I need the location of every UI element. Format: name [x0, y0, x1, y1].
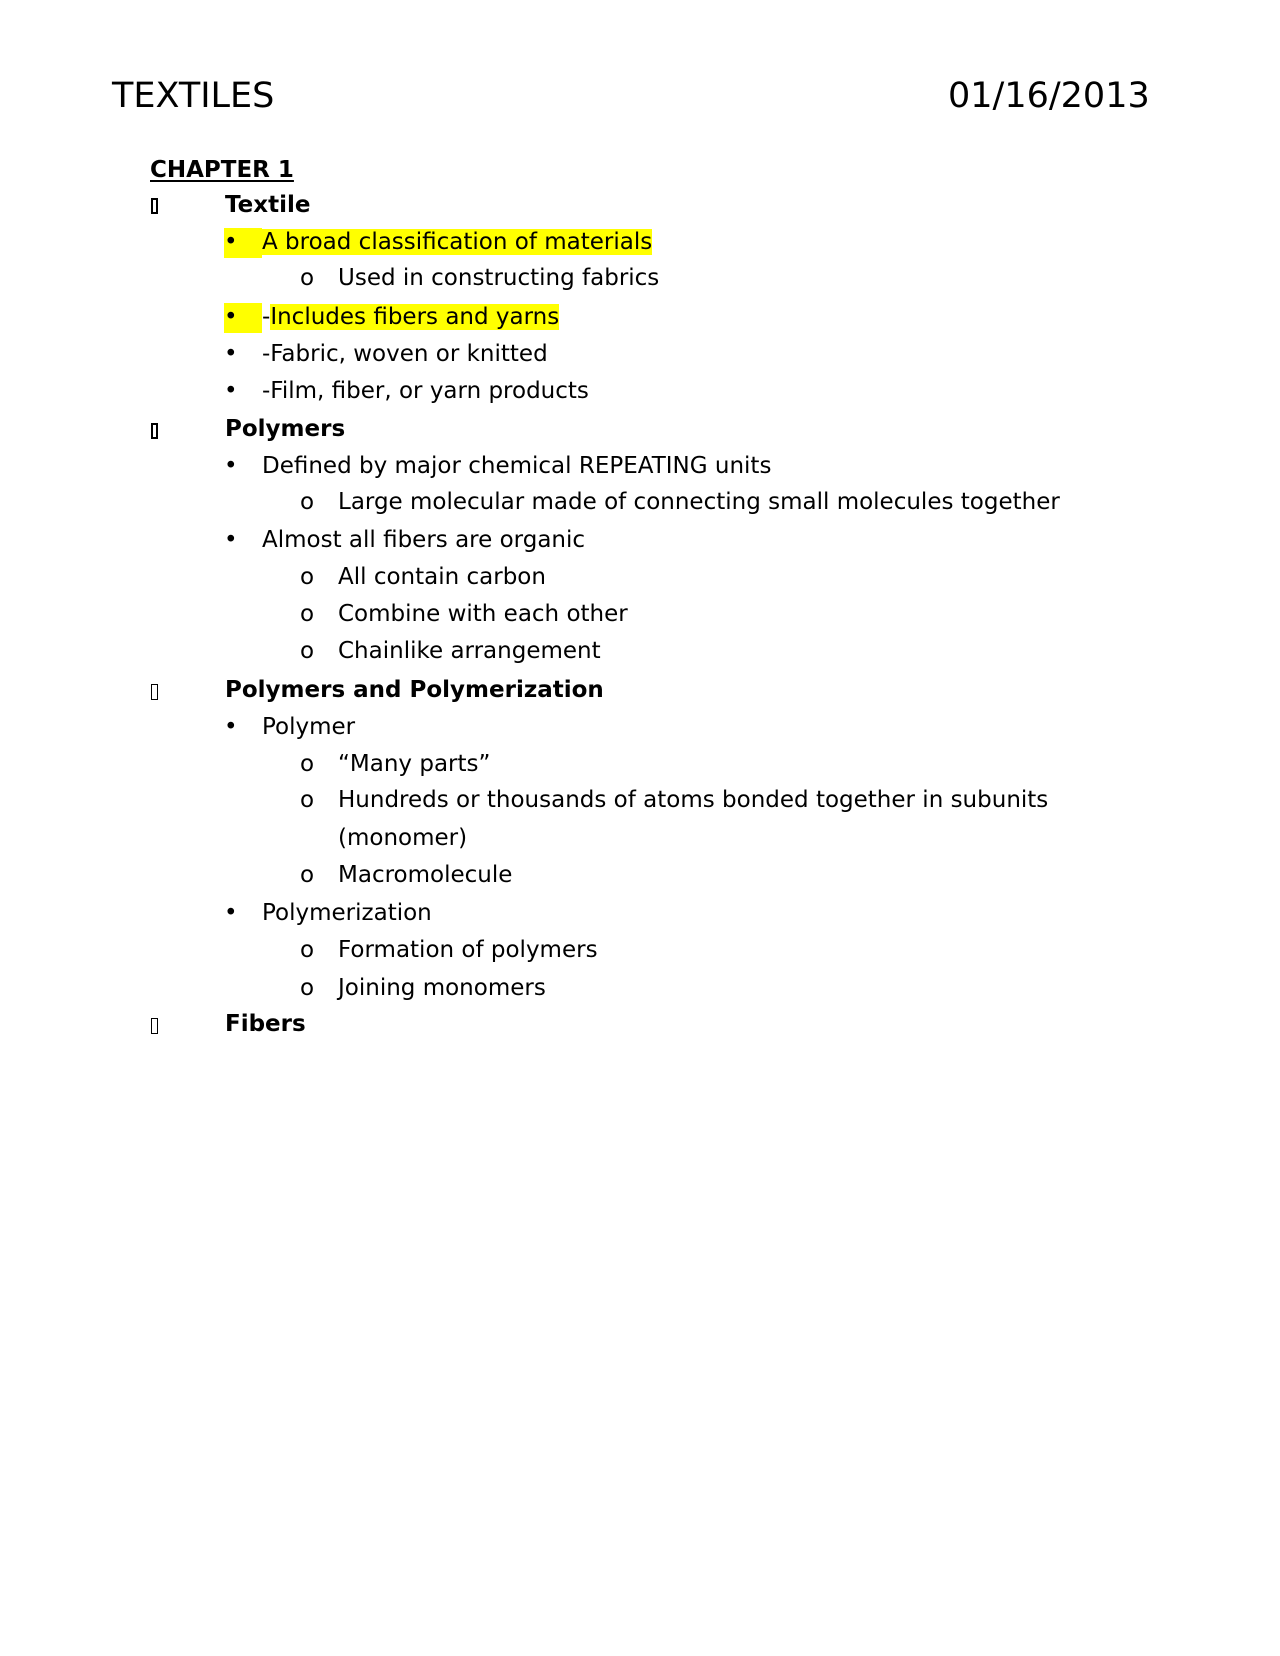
heading-polymers: Polymers [225, 416, 346, 442]
highlighted-text: Includes fibers and yarns [270, 304, 560, 330]
sub-list-item: Joining monomers [338, 975, 546, 1001]
list-item: -Fabric, woven or knitted [262, 341, 548, 367]
sub-list-item: Formation of polymers [338, 937, 598, 963]
square-box-icon [151, 198, 158, 214]
heading-polymerization: Polymers and Polymerization [225, 677, 604, 703]
list-item: Polymer [262, 714, 356, 740]
bullet-icon: • [224, 378, 238, 404]
circle-o-icon: o [300, 937, 315, 963]
circle-o-icon: o [300, 265, 315, 291]
bullet-icon: • [224, 527, 238, 553]
item-prefix: - [262, 304, 271, 330]
list-item: Defined by major chemical REPEATING units [262, 453, 772, 479]
square-box-icon [151, 684, 158, 700]
sub-list-item: Used in constructing fabrics [338, 265, 660, 291]
bullet-icon: • [224, 304, 238, 330]
document-date: 01/16/2013 [948, 76, 1150, 116]
sub-list-item: Macromolecule [338, 862, 513, 888]
sub-list-item: Hundreds or thousands of atoms bonded together in subunits [338, 787, 1049, 813]
square-box-icon [151, 1018, 158, 1034]
list-item: Almost all fibers are organic [262, 527, 586, 553]
bullet-icon: • [224, 453, 238, 479]
heading-fibers: Fibers [225, 1011, 306, 1037]
highlighted-text: A broad classification of materials [262, 229, 653, 255]
circle-o-icon: o [300, 751, 315, 777]
sub-list-item: “Many parts” [338, 751, 491, 777]
chapter-heading: CHAPTER 1 [150, 157, 294, 183]
circle-o-icon: o [300, 601, 315, 627]
sub-list-item: Chainlike arrangement [338, 638, 601, 664]
bullet-icon: • [224, 900, 238, 926]
circle-o-icon: o [300, 638, 315, 664]
sub-list-item: Large molecular made of connecting small molecules together [338, 489, 1060, 515]
list-item [262, 226, 652, 258]
circle-o-icon: o [300, 564, 315, 590]
bullet-icon: • [224, 341, 238, 367]
list-item [262, 301, 559, 333]
list-item: -Film, fiber, or yarn products [262, 378, 589, 404]
bullet-icon: • [224, 714, 238, 740]
heading-textile: Textile [225, 192, 311, 218]
sub-list-item-continuation: (monomer) [338, 825, 468, 851]
bullet-icon: • [224, 229, 238, 255]
sub-list-item: All contain carbon [338, 564, 546, 590]
circle-o-icon: o [300, 787, 315, 813]
circle-o-icon: o [300, 975, 315, 1001]
circle-o-icon: o [300, 862, 315, 888]
document-title: TEXTILES [112, 76, 275, 116]
square-box-icon [151, 423, 158, 439]
circle-o-icon: o [300, 489, 315, 515]
list-item: Polymerization [262, 900, 432, 926]
sub-list-item: Combine with each other [338, 601, 628, 627]
